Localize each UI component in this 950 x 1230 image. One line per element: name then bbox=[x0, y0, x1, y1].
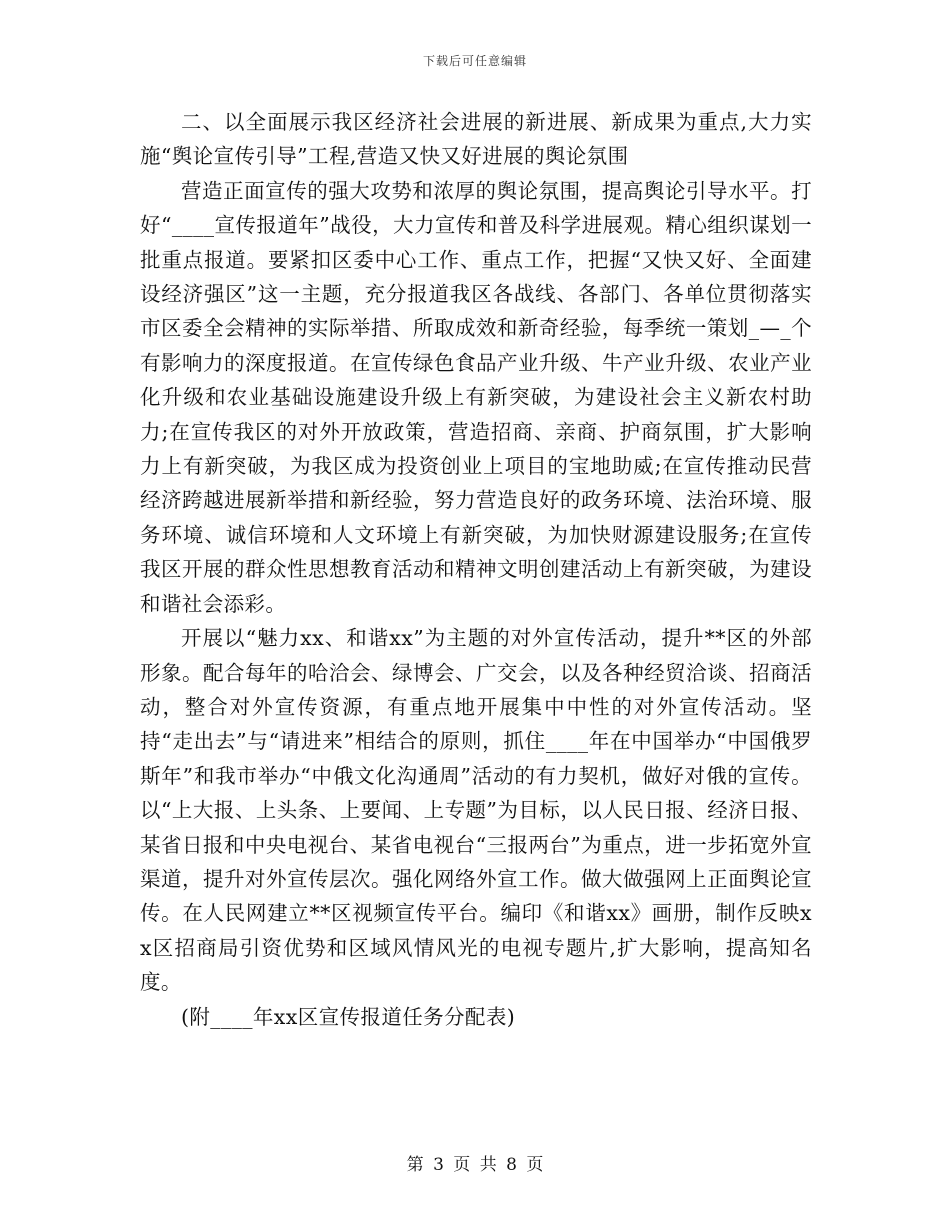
paragraph-domestic-publicity: 营造正面宣传的强大攻势和浓厚的舆论氛围，提高舆论引导水平。打好“____宣传报道年”战役，大力宣传和普及科学进展观。精心组织谋划一批重点报道。要紧扣区委中心工作、重点工作，把握“又快又好、全面建设经济强区”这一主题，充分报道我区各战线、各部门、各单位贯彻落实市区委全会精神的实际举措、所取成效和新奇经验，每季统一策划_—_个有影响力的深度报道。在宣传绿色食品产业升级、牛产业升级、农业产业化升级和农业基础设施建设升级上有新突破，为建设社会主义新农村助力;在宣传我区的对外开放政策，营造招商、亲商、护商氛围，扩大影响力上有新突破，为我区成为投资创业上项目的宝地助威;在宣传推动民营经济跨越进展新举措和新经验，努力营造良好的政务环境、法治环境、服务环境、诚信环境和人文环境上有新突破，为加快财源建设服务;在宣传我区开展的群众性思想教育活动和精神文明创建活动上有新突破，为建设和谐社会添彩。 bbox=[140, 178, 812, 616]
header-note: 下载后可任意编辑 bbox=[422, 54, 527, 68]
document-body bbox=[140, 105, 812, 1034]
paragraph-appendix-note: (附____年xx区宣传报道任务分配表) bbox=[181, 1004, 516, 1029]
paragraph-section-heading: 二、以全面展示我区经济社会进展的新进展、新成果为重点,大力实施“舆论宣传引导”工程,营造又快又好进展的舆论氛围 bbox=[140, 110, 812, 169]
page-number: 第 3 页 共 8 页 bbox=[406, 1155, 544, 1175]
paragraph-external-publicity: 开展以“魅力xx、和谐xx”为主题的对外宣传活动，提升**区的外部形象。配合每年的哈洽会、绿博会、广交会，以及各种经贸洽谈、招商活动，整合对外宣传资源，有重点地开展集中中性的对外宣传活动。坚持“走出去”与“请进来”相结合的原则，抓住____年在中国举办“中国俄罗斯年”和我市举办“中俄文化沟通周”活动的有力契机，做好对俄的宣传。以“上大报、上头条、上要闻、上专题”为目标，以人民日报、经济日报、某省日报和中央电视台、某省电视台“三报两台”为重点，进一步拓宽外宣渠道，提升对外宣传层次。强化网络外宣工作。做大做强网上正面舆论宣传。在人民网建立**区视频宣传平台。编印《和谐xx》画册，制作反映xx区招商局引资优势和区域风情风光的电视专题片,扩大影响，提高知名度。 bbox=[140, 626, 812, 995]
